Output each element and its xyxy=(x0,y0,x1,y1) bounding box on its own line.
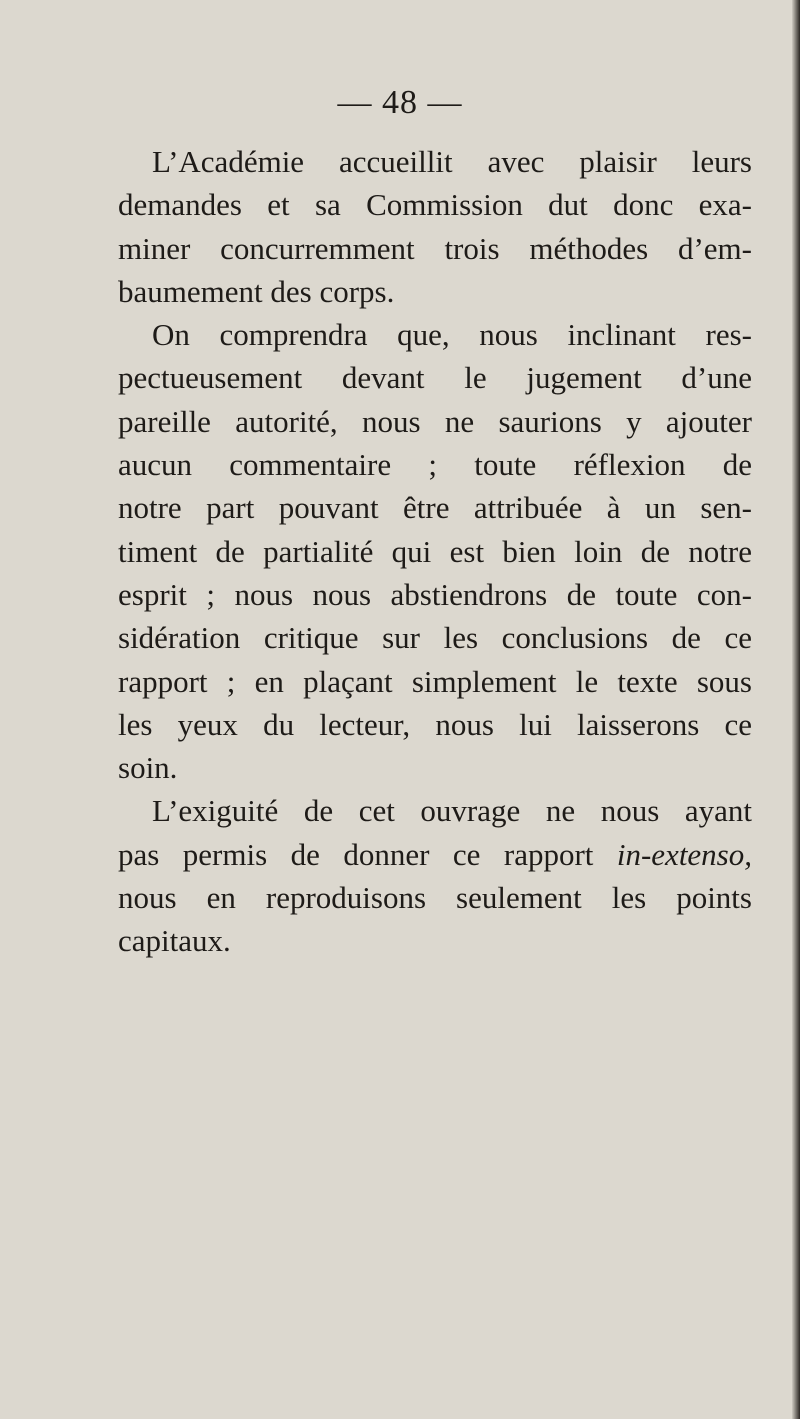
text-line: baumement des corps. xyxy=(118,273,395,309)
text-line: rapport ; en plaçant simplement le texte sous xyxy=(118,663,752,699)
italic-phrase: in-extenso, xyxy=(616,836,752,872)
text-line: timent de partialité qui est bien loin de notre xyxy=(118,533,752,569)
text-line: pareille autorité, nous ne saurions y ajouter xyxy=(118,403,752,439)
text-line: L’Académie accueillit avec plaisir leurs xyxy=(152,144,752,179)
text-line: aucun commentaire ; toute réflexion de xyxy=(118,447,752,483)
page-edge-shadow xyxy=(792,0,800,1419)
text-line: soin. xyxy=(118,750,178,786)
text-line: On comprendra que, nous inclinant res- xyxy=(152,317,752,353)
paragraph-2 xyxy=(118,313,752,789)
text-line: capitaux. xyxy=(118,923,231,959)
paragraph-3 xyxy=(118,789,752,962)
text-line: nous en reproduisons seulement les points xyxy=(118,880,752,916)
text-line: demandes et sa Commission dut donc exa- xyxy=(118,187,752,223)
text-line: les yeux du lecteur, nous lui laisserons ce xyxy=(118,706,752,742)
text-line-with-italic xyxy=(118,833,752,876)
text-line: notre part pouvant être attribuée à un sen- xyxy=(118,490,752,526)
body-text xyxy=(118,140,752,963)
page-number: — 48 — xyxy=(337,84,463,121)
text-line: pectueusement devant le jugement d’une xyxy=(118,360,752,396)
paragraph-1 xyxy=(118,140,752,313)
text-line: esprit ; nous nous abstiendrons de toute con- xyxy=(118,576,752,612)
text-segment: pas permis de donner ce rapport xyxy=(118,836,617,872)
text-line: L’exiguité de cet ouvrage ne nous ayant xyxy=(152,793,752,829)
text-line: sidération critique sur les conclusions de ce xyxy=(118,620,752,656)
text-line: miner concurremment trois méthodes d’em- xyxy=(118,230,752,266)
